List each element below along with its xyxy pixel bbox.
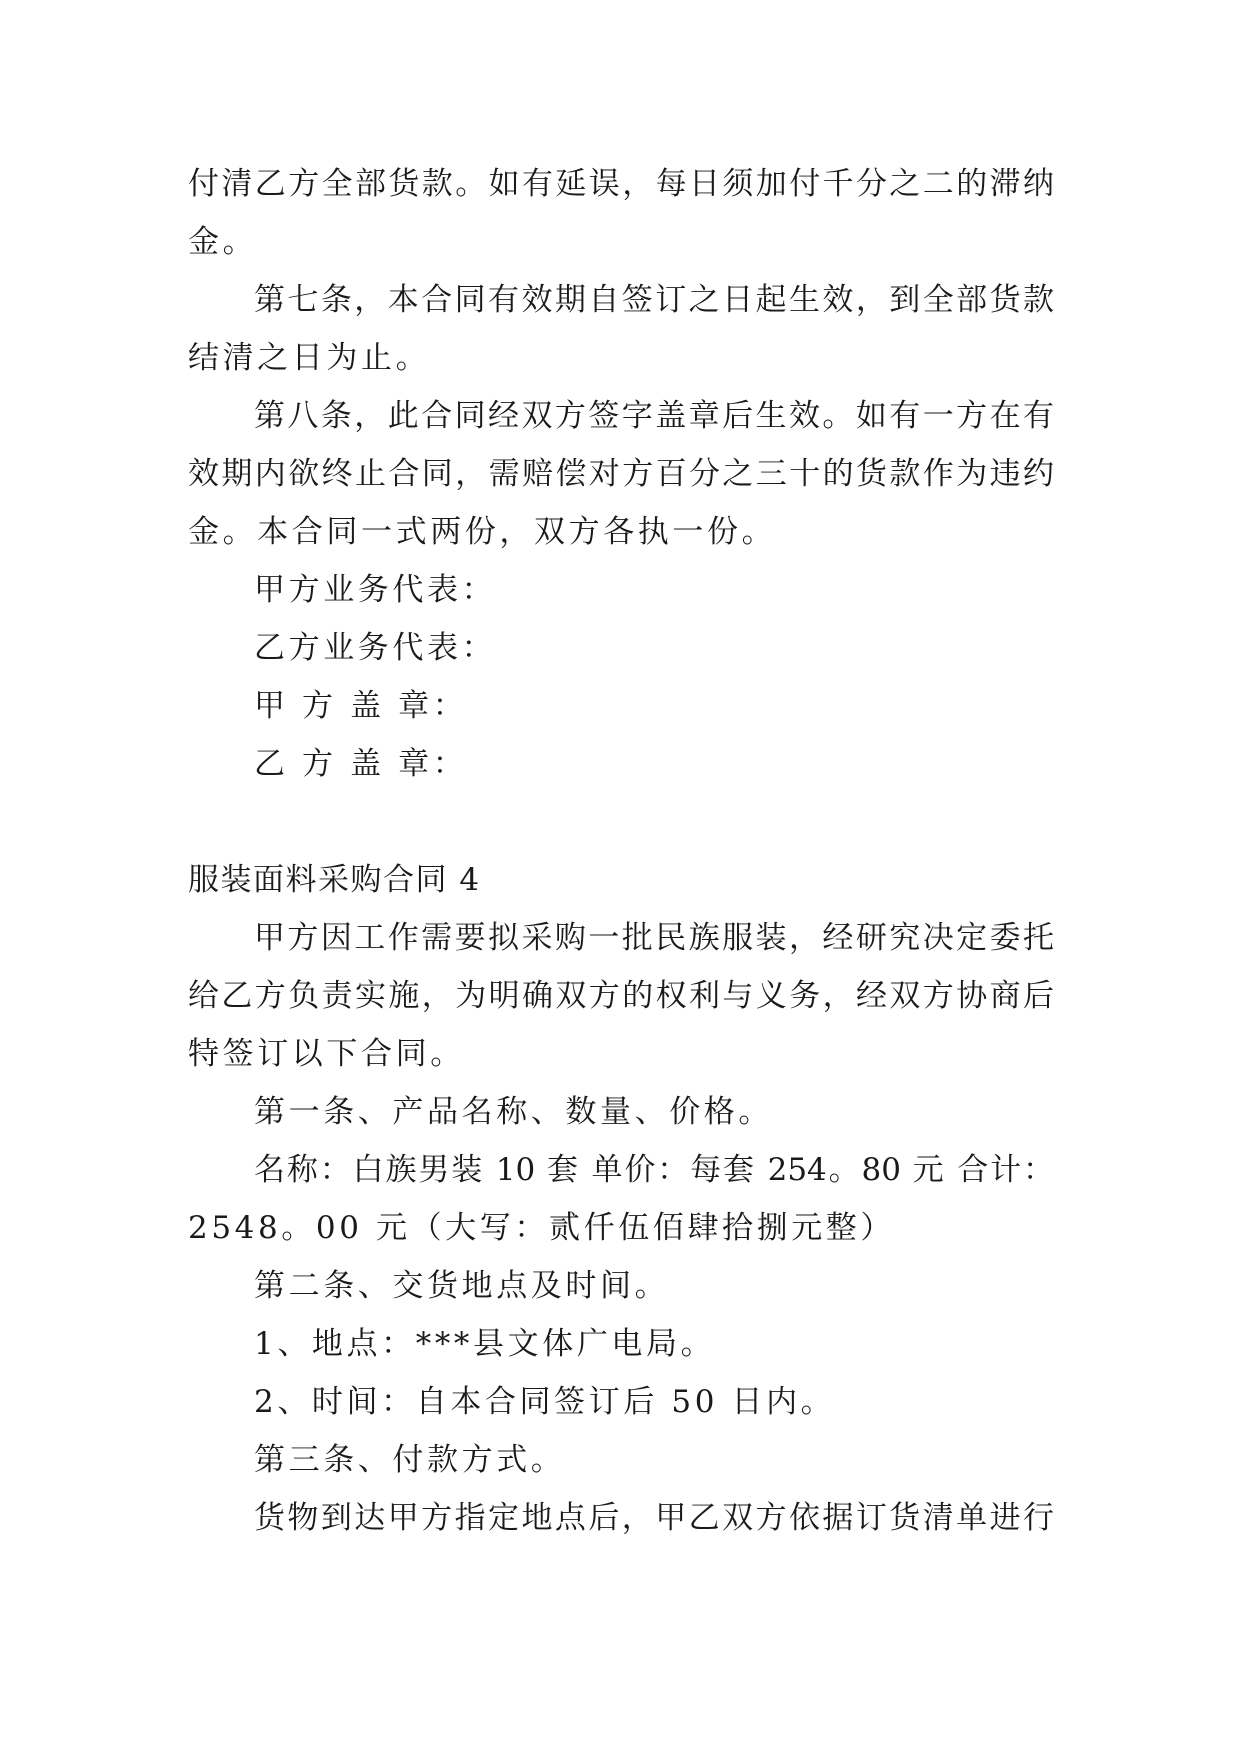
paragraph-line: 结清之日为止。 xyxy=(188,340,431,376)
article-2-heading: 第二条、交货地点及时间。 xyxy=(254,1268,670,1304)
paragraph-line: 金。本合同一式两份，双方各执一份。 xyxy=(188,514,777,550)
article-7-line: 第七条，本合同有效期自签订之日起生效，到全部货款 xyxy=(254,282,1054,318)
delivery-location: 1、地点：***县文体广电局。 xyxy=(254,1326,716,1362)
paragraph-line: 甲方因工作需要拟采购一批民族服装，经研究决定委托 xyxy=(254,920,1054,956)
delivery-time: 2、时间：自本合同签订后 50 日内。 xyxy=(254,1384,836,1420)
paragraph-line: 金。 xyxy=(188,224,258,260)
product-line: 名称：白族男装 10 套 单价：每套 254。80 元 合计： xyxy=(254,1152,1054,1188)
article-8-line: 第八条，此合同经双方签字盖章后生效。如有一方在有 xyxy=(254,398,1054,434)
paragraph-line: 货物到达甲方指定地点后，甲乙双方依据订货清单进行 xyxy=(254,1500,1054,1536)
article-1-heading: 第一条、产品名称、数量、价格。 xyxy=(254,1094,773,1130)
paragraph-line: 付清乙方全部货款。如有延误，每日须加付千分之二的滞纳 xyxy=(188,166,1054,202)
section-title: 服装面料采购合同 4 xyxy=(188,862,481,898)
document-page xyxy=(188,155,1054,1547)
paragraph-line: 效期内欲终止合同，需赔偿对方百分之三十的货款作为违约 xyxy=(188,456,1054,492)
paragraph-line: 特签订以下合同。 xyxy=(188,1036,465,1072)
party-b-seal: 乙 方 盖 章： xyxy=(254,746,468,782)
party-a-representative: 甲方业务代表： xyxy=(254,572,497,608)
total-amount-line: 2548。00 元（大写：贰仟伍佰肆拾捌元整） xyxy=(188,1210,895,1246)
article-3-heading: 第三条、付款方式。 xyxy=(254,1442,566,1478)
party-a-seal: 甲 方 盖 章： xyxy=(254,688,468,724)
section-gap xyxy=(188,793,1054,851)
paragraph-line: 给乙方负责实施，为明确双方的权利与义务，经双方协商后 xyxy=(188,978,1054,1014)
party-b-representative: 乙方业务代表： xyxy=(254,630,497,666)
